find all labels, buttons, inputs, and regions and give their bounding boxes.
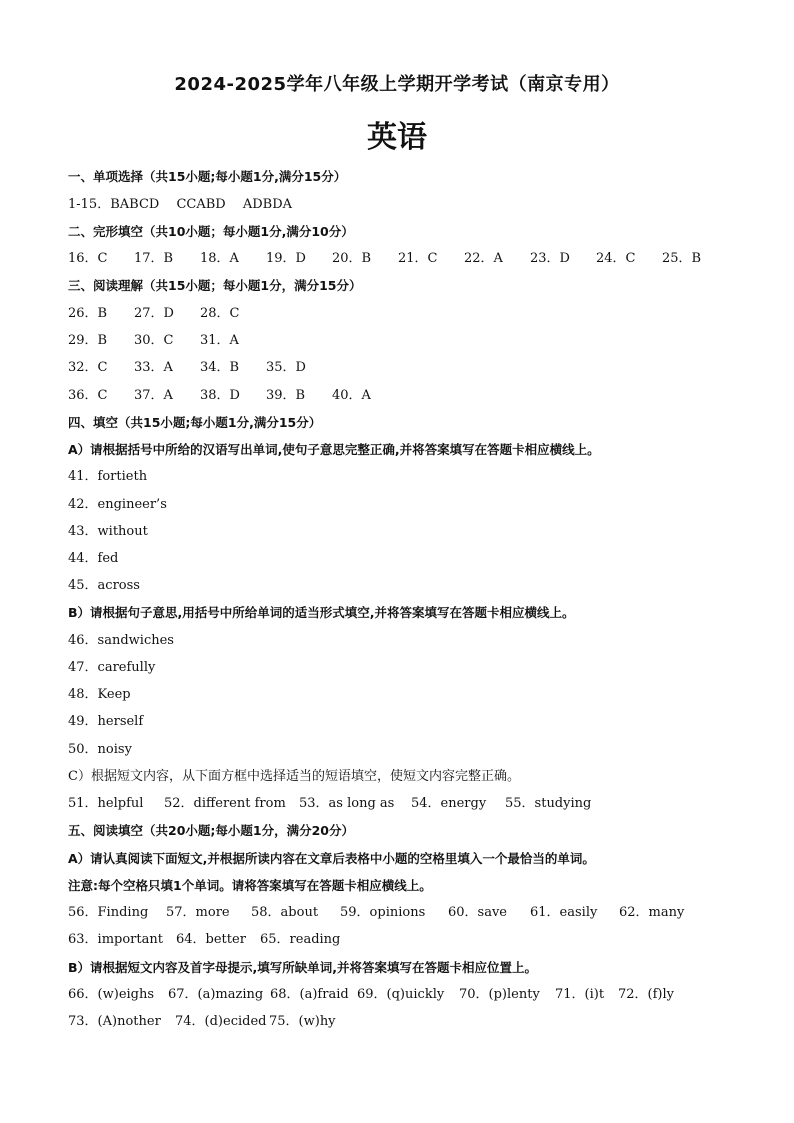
answer-item: 71．(i)t — [555, 987, 605, 1002]
section1-answers: 1-15．BABCD CCABD ADBDA — [68, 197, 293, 212]
answer-item: 67．(a)mazing — [168, 987, 264, 1002]
answer-item: 68．(a)fraid — [270, 987, 349, 1002]
section5-partA-row — [68, 931, 340, 948]
answer-item: 61．easily — [530, 905, 598, 920]
answer-item: 50．noisy — [68, 742, 132, 757]
answer-item: 29．B — [68, 333, 108, 348]
answer-item: 30．C — [134, 333, 174, 348]
answer-item: 31．A — [200, 333, 239, 348]
answer-item: 51．helpful — [68, 796, 144, 811]
answer-item: 21．C — [398, 251, 438, 266]
answer-item: 36．C — [68, 388, 108, 403]
answer-item: 32．C — [68, 360, 108, 375]
answer-item: 25．B — [662, 251, 702, 266]
answer-item: 45．across — [68, 578, 140, 593]
answer-item: 42．engineer’s — [68, 497, 167, 512]
answer-item: 60．save — [448, 905, 508, 920]
section3-heading: 三、阅读理解（共15小题；每小题1分，满分15分） — [68, 278, 362, 293]
answer-item: 66．(w)eighs — [68, 987, 155, 1002]
answer-item: 56．Finding — [68, 905, 149, 920]
answer-item: 72．(f)ly — [618, 987, 674, 1002]
answer-item: 34．B — [200, 360, 240, 375]
section2-heading: 二、完形填空（共10小题；每小题1分,满分10分） — [68, 224, 354, 239]
section4-partC-instruction: C）根据短文内容，从下面方框中选择适当的短语填空，使短文内容完整正确。 — [68, 769, 520, 784]
answer-item: 33．A — [134, 360, 173, 375]
section5-partB-row — [68, 1013, 336, 1030]
answer-item: 20．B — [332, 251, 372, 266]
answer-item: 43．without — [68, 524, 148, 539]
section5-partA-note: 注意:每个空格只填1个单词。请将答案填写在答题卡相应横线上。 — [68, 878, 432, 893]
answer-item: 54．energy — [411, 796, 487, 811]
answer-item: 27．D — [134, 306, 174, 321]
answer-item: 62．many — [619, 905, 685, 920]
answer-item: 63．important — [68, 932, 163, 947]
section4-partC-answers — [68, 795, 591, 812]
section5-heading: 五、阅读填空（共20小题;每小题1分，满分20分） — [68, 823, 354, 838]
answer-item: 22．A — [464, 251, 503, 266]
answer-item: 23．D — [530, 251, 570, 266]
answer-item: 39．B — [266, 388, 306, 403]
answer-item: 17．B — [134, 251, 174, 266]
answer-item: 65．reading — [260, 932, 341, 947]
answer-item: 49．herself — [68, 714, 144, 729]
section1-heading: 一、单项选择（共15小题;每小题1分,满分15分） — [68, 169, 347, 184]
answer-item: 46．sandwiches — [68, 633, 174, 648]
section4-heading: 四、填空（共15小题;每小题1分,满分15分） — [68, 415, 322, 430]
answer-item: 40．A — [332, 388, 371, 403]
answer-item: 28．C — [200, 306, 240, 321]
answer-item: 19．D — [266, 251, 306, 266]
section4-partB-instruction: B）请根据句子意思,用括号中所给单词的适当形式填空,并将答案填写在答题卡相应横线上。 — [68, 605, 575, 620]
answer-item: 64．better — [176, 932, 246, 947]
answer-item: 70．(p)lenty — [459, 987, 540, 1002]
answer-item: 47．carefully — [68, 660, 156, 675]
answer-item: 37．A — [134, 388, 173, 403]
answer-item: 69．(q)uickly — [357, 987, 445, 1002]
answer-item: 59．opinions — [340, 905, 426, 920]
section3-row — [68, 359, 306, 376]
answer-item: 55．studying — [505, 796, 592, 811]
section4-partA-instruction: A）请根据括号中所给的汉语写出单词,使句子意思完整正确,并将答案填写在答题卡相应横线上。 — [68, 442, 600, 457]
section5-partB-instruction: B）请根据短文内容及首字母提示,填写所缺单词,并将答案填写在答题卡相应位置上。 — [68, 960, 538, 975]
answer-item: 48．Keep — [68, 687, 131, 702]
section5-partA-instruction: A）请认真阅读下面短文,并根据所读内容在文章后表格中小题的空格里填入一个最恰当的单词。 — [68, 851, 595, 866]
answer-item: 16．C — [68, 251, 108, 266]
answer-item: 58．about — [251, 905, 319, 920]
section5-partB-row — [68, 986, 674, 1003]
answer-item: 41．fortieth — [68, 469, 148, 484]
section5-partA-row — [68, 904, 684, 921]
answer-item: 75．(w)hy — [269, 1014, 336, 1029]
answer-item: 74．(d)ecided — [175, 1014, 267, 1029]
answer-item: 57．more — [166, 905, 230, 920]
answer-item: 53．as long as — [299, 796, 395, 811]
answer-item: 35．D — [266, 360, 306, 375]
answer-item: 52．different from — [164, 796, 286, 811]
answer-item: 18．A — [200, 251, 239, 266]
answer-item: 38．D — [200, 388, 240, 403]
page-title: 2024-2025学年八年级上学期开学考试（南京专用） — [174, 74, 620, 95]
section3-row — [68, 332, 239, 349]
answer-item: 73．(A)nother — [68, 1014, 161, 1029]
answer-item: 24．C — [596, 251, 636, 266]
section3-row — [68, 387, 371, 404]
answer-item: 26．B — [68, 306, 108, 321]
subject-title: 英语 — [367, 120, 427, 155]
answer-item: 44．fed — [68, 551, 119, 566]
section3-row — [68, 305, 240, 322]
section2-answers — [68, 250, 701, 267]
